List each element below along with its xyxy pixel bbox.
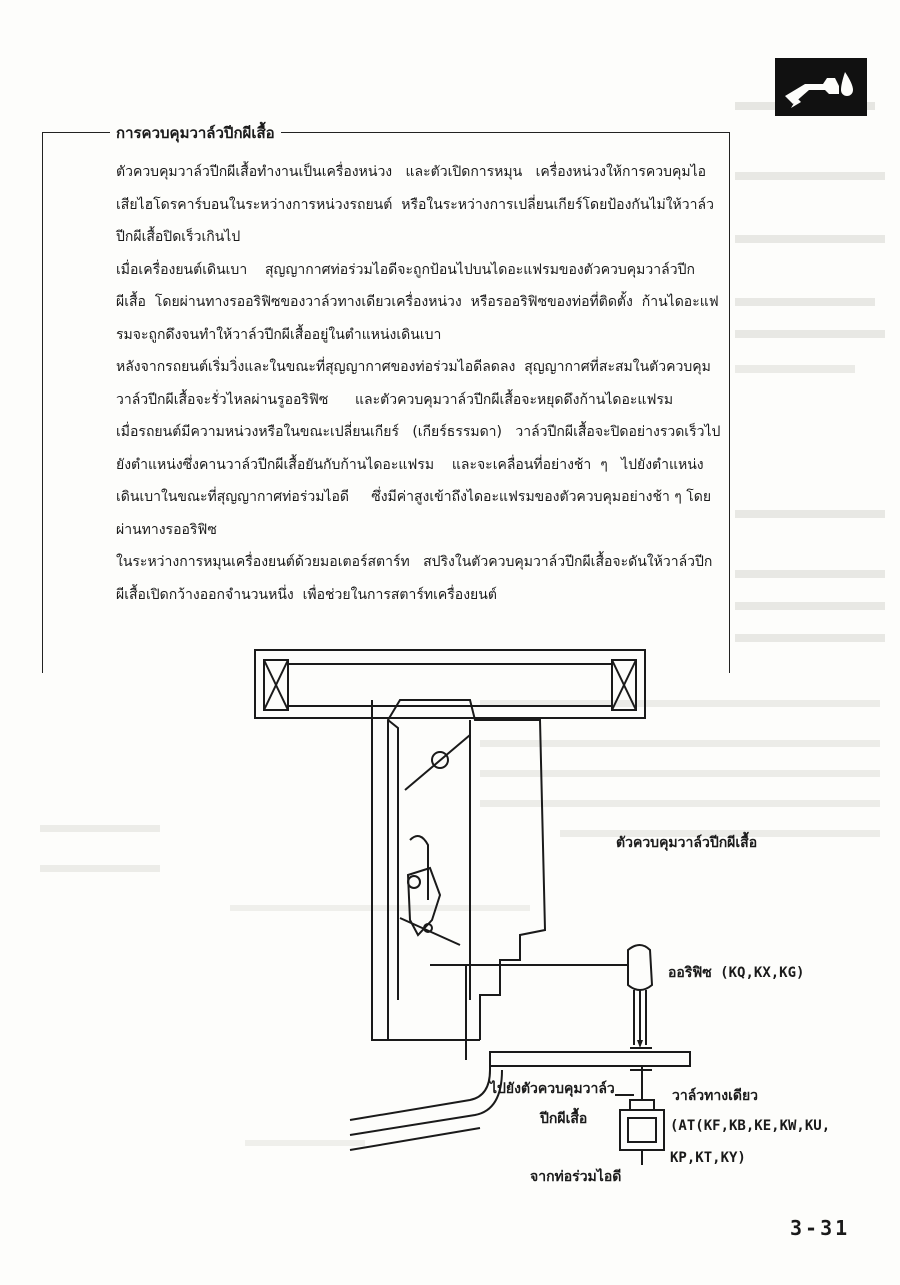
paragraph-2: เมื่อเครื่องยนต์เดินเบา สุญญากาศท่อร่วมไอดีจะถูกป้อนไปบนไดอะแฟรมของตัวควบคุมวาล์วปีกผีเสื้อ โดยผ่านทางรออริฟิซของวาล์วทางเดียวเครื่องหน่วง หรือรออริฟิซของท่อที่ติดตั้ง ก้านไดอะแฟรมจะถูกดึงจนทำให้วาล์วปีกผีเสื้ออยู่ในตำแหน่งเดินเบา: [116, 261, 719, 343]
intake-pipe-1: [350, 1052, 490, 1120]
orifice-icon: [628, 945, 652, 990]
paragraph-1: ตัวควบคุมวาล์วปีกผีเสื้อทำงานเป็นเครื่องหน่วง และตัวเปิดการหมุน เครื่องหน่วงให้การควบคุมไอเสียไฮโดรคาร์บอนในระหว่างการหน่วงรถยนต์ หรือในระหว่างการเปลี่ยนเกียร์โดยป้องกันไม่ให้วาล์วปีกผีเสื้อปิดเร็วเกินไป: [116, 164, 714, 245]
one-way-valve-icon: [620, 1110, 664, 1150]
top-tube-frame: [255, 650, 645, 718]
paragraph-4: เมื่อรถยนต์มีความหน่วงหรือในขณะเปลี่ยนเกียร์ (เกียร์ธรรมดา) วาล์วปีกผีเสื้อจะปิดอย่างรวดเร็วไปยังตำแหน่งซึ่งคานวาล์วปีกผีเสื้อยันกับก้านไดอะแฟรม และจะเคลื่อนที่อย่างช้า ๆ ไปยังตำแหน่งเดินเบาในขณะที่สุญญากาศท่อร่วมไอดี ซึ่งมีค่าสูงเข้าถึงไดอะแฟรมของตัวควบคุมอย่างช้า ๆ โดยผ่านทางรออริฟิซ: [116, 424, 721, 538]
manifold-pipe: [490, 1052, 690, 1066]
label-orifice: ออริฟิซ (KQ,KX,KG): [668, 965, 805, 981]
paragraph-5: ในระหว่างการหมุนเครื่องยนต์ด้วยมอเตอร์สตาร์ท สปริงในตัวควบคุมวาล์วปีกผีเสื้อจะดันให้วาล์วปีกผีเสื้อเปิดกว้างออกจำนวนหนึ่ง เพื่อช่วยในการสตาร์ทเครื่องยนต์: [116, 554, 713, 603]
label-from-manifold: จากท่อร่วมไอดี: [530, 1169, 622, 1185]
throttle-lever: [408, 868, 440, 935]
label-throttle-controller: ตัวควบคุมวาล์วปีกผีเสื้อ: [616, 835, 758, 851]
label-to-controller-line-1: ไปยังตัวควบคุมวาล์ว: [490, 1081, 615, 1097]
paragraph-3: หลังจากรถยนต์เริ่มวิ่งและในขณะที่สุญญากาศของท่อร่วมไอดีลดลง สุญญากาศที่สะสมในตัวควบคุมวาล์วปีกผีเสื้อจะรั่วไหลผ่านรูออริฟิซ และตัวควบคุมวาล์วปีกผีเสื้อจะหยุดดึงก้านไดอะแฟรม: [116, 359, 711, 408]
label-models-line-1: (AT(KF,KB,KE,KW,KU,: [670, 1118, 831, 1134]
page-number: 3-31: [790, 1216, 851, 1240]
label-one-way-valve: วาล์วทางเดียว: [672, 1088, 759, 1104]
section-title: การควบคุมวาล์วปีกผีเสื้อ: [110, 121, 281, 145]
label-models-line-2: KP,KT,KY): [670, 1150, 746, 1166]
label-to-controller-line-2: ปีกผีเสื้อ: [540, 1111, 588, 1127]
